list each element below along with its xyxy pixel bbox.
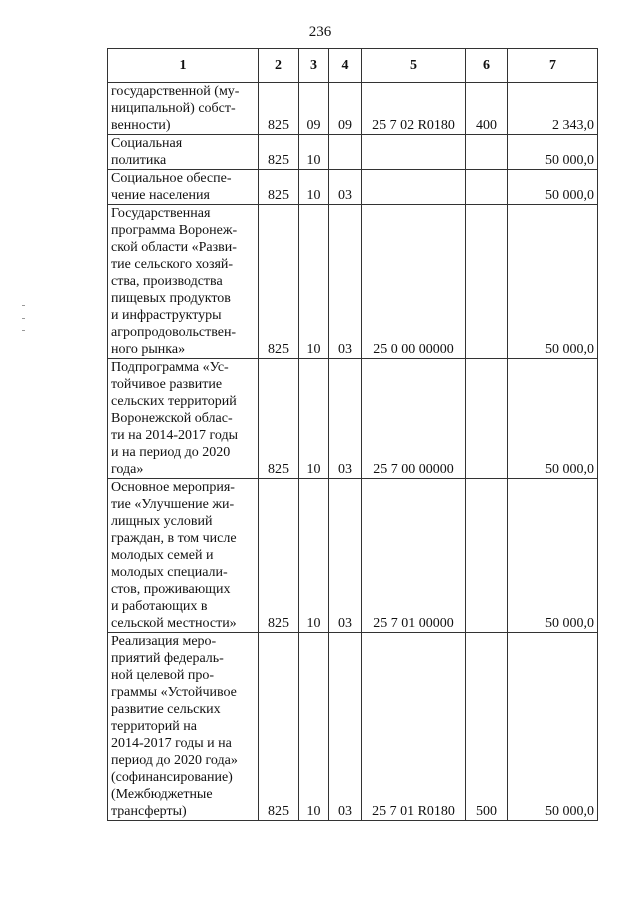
section-cell: 10 [299, 170, 329, 205]
expense-type-cell [466, 479, 508, 633]
row-name-cell: Основное мероприя- тие «Улучшение жи- лищных условий граждан, в том числе молодых семей и молодых специали- стов, проживающих и работающих в сельской местности» [108, 479, 259, 633]
row-name-cell: Социальная политика [108, 135, 259, 170]
subsection-cell [329, 135, 362, 170]
expense-type-cell: 500 [466, 633, 508, 821]
scan-margin-mark [22, 305, 25, 306]
target-article-cell: 25 7 01 R0180 [362, 633, 466, 821]
row-name-cell: Государственная программа Воронеж- ской области «Разви- тие сельского хозяй- ства, производства пищевых продуктов и инфраструктуры агропродовольствен- ного рынка» [108, 205, 259, 359]
subsection-cell: 03 [329, 479, 362, 633]
expense-type-cell: 400 [466, 83, 508, 135]
row-name-cell: Социальное обеспе- чение населения [108, 170, 259, 205]
amount-cell: 50 000,0 [508, 170, 598, 205]
subsection-cell: 03 [329, 170, 362, 205]
table-row [108, 205, 598, 359]
row-name-cell: Подпрограмма «Ус- тойчивое развитие сельских территорий Воронежской облас- ти на 2014-2017 годы и на период до 2020 года» [108, 359, 259, 479]
table-row [108, 170, 598, 205]
budget-table [107, 48, 598, 821]
column-header-6: 6 [466, 49, 508, 83]
admin-code-cell: 825 [259, 205, 299, 359]
subsection-cell: 09 [329, 83, 362, 135]
admin-code-cell: 825 [259, 479, 299, 633]
target-article-cell [362, 135, 466, 170]
expense-type-cell [466, 135, 508, 170]
section-cell: 10 [299, 479, 329, 633]
amount-cell: 2 343,0 [508, 83, 598, 135]
expense-type-cell [466, 359, 508, 479]
target-article-cell: 25 7 00 00000 [362, 359, 466, 479]
section-cell: 10 [299, 135, 329, 170]
target-article-cell: 25 7 01 00000 [362, 479, 466, 633]
expense-type-cell [466, 170, 508, 205]
column-header-7: 7 [508, 49, 598, 83]
page-number: 236 [308, 24, 332, 40]
subsection-cell: 03 [329, 633, 362, 821]
scan-margin-mark [22, 318, 25, 319]
table-row [108, 633, 598, 821]
table-row [108, 83, 598, 135]
section-cell: 10 [299, 205, 329, 359]
target-article-cell [362, 170, 466, 205]
column-header-3: 3 [299, 49, 329, 83]
admin-code-cell: 825 [259, 135, 299, 170]
section-cell: 10 [299, 633, 329, 821]
admin-code-cell: 825 [259, 359, 299, 479]
section-cell: 09 [299, 83, 329, 135]
target-article-cell: 25 0 00 00000 [362, 205, 466, 359]
column-header-2: 2 [259, 49, 299, 83]
header-row [108, 49, 598, 83]
scan-margin-mark [22, 330, 25, 331]
table-row [108, 479, 598, 633]
amount-cell: 50 000,0 [508, 479, 598, 633]
amount-cell: 50 000,0 [508, 135, 598, 170]
table-row [108, 135, 598, 170]
table-row [108, 359, 598, 479]
target-article-cell: 25 7 02 R0180 [362, 83, 466, 135]
expense-type-cell [466, 205, 508, 359]
admin-code-cell: 825 [259, 83, 299, 135]
column-header-5: 5 [362, 49, 466, 83]
row-name-cell: Реализация меро- приятий федераль- ной целевой про- граммы «Устойчивое развитие сельских территорий на 2014-2017 годы и на период до 2020 года» (софинансирование) (Межбюджетные трансферты) [108, 633, 259, 821]
column-header-4: 4 [329, 49, 362, 83]
row-name-cell: государственной (му- ниципальной) собст- венности) [108, 83, 259, 135]
subsection-cell: 03 [329, 205, 362, 359]
column-header-1: 1 [108, 49, 259, 83]
section-cell: 10 [299, 359, 329, 479]
admin-code-cell: 825 [259, 170, 299, 205]
amount-cell: 50 000,0 [508, 633, 598, 821]
amount-cell: 50 000,0 [508, 359, 598, 479]
subsection-cell: 03 [329, 359, 362, 479]
admin-code-cell: 825 [259, 633, 299, 821]
amount-cell: 50 000,0 [508, 205, 598, 359]
